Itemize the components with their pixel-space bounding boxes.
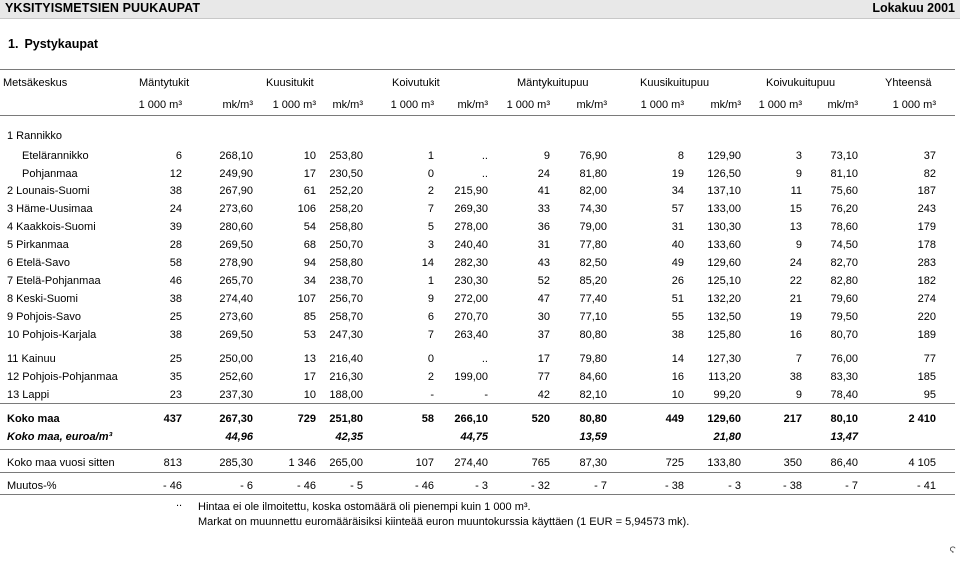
- table-cell: 77,40: [579, 293, 607, 305]
- table-cell: 11: [790, 185, 802, 197]
- table-cell: 13: [303, 353, 316, 365]
- table-cell: 2: [427, 185, 434, 197]
- table-cell: 258,80: [329, 257, 363, 269]
- table-cell: 35: [169, 371, 182, 383]
- table-cell: 283: [917, 257, 936, 269]
- table-cell: 68: [303, 239, 316, 251]
- table-cell: 82,00: [579, 185, 607, 197]
- table-cell: 25: [169, 353, 182, 365]
- table-cell: 251,80: [329, 413, 363, 425]
- table-cell: 46: [169, 275, 182, 287]
- table-cell: 178: [917, 239, 936, 251]
- table-cell: 247,30: [329, 329, 363, 341]
- table-cell: 230,50: [329, 168, 363, 180]
- unit-header: 1 000 m³: [506, 99, 550, 111]
- table-cell: 75,60: [830, 185, 858, 197]
- table-cell: 274,40: [454, 457, 488, 469]
- section-title: [8, 37, 98, 51]
- table-cell: 126,50: [707, 168, 741, 180]
- table-cell: 9: [795, 168, 802, 180]
- table-cell: 26: [671, 275, 684, 287]
- table-cell: 133,00: [707, 203, 741, 215]
- row-label: Koko maa: [7, 413, 60, 425]
- table-cell: 74,30: [579, 203, 607, 215]
- table-cell: 33: [537, 203, 550, 215]
- unit-header: 1 000 m³: [390, 99, 434, 111]
- table-cell: 24: [169, 203, 182, 215]
- table-cell: 37: [923, 150, 936, 162]
- report-date: Lokakuu 2001: [872, 1, 955, 15]
- table-cell: 107: [415, 457, 434, 469]
- table-cell: 729: [297, 413, 316, 425]
- table-cell: 9: [427, 293, 434, 305]
- footnote-line-2: Markat on muunnettu euromääräisiksi kiinteää euron muuntokurssia käyttäen (1 EUR = 5,94573 mk).: [198, 516, 690, 528]
- table-cell: 40: [671, 239, 684, 251]
- table-cell: 216,40: [329, 353, 363, 365]
- section-name: Pystykaupat: [24, 37, 99, 51]
- table-cell: 240,40: [454, 239, 488, 251]
- table-cell: 4 105: [908, 457, 936, 469]
- table-cell: 13,59: [579, 431, 607, 443]
- table-cell: 273,60: [219, 203, 253, 215]
- table-cell: 520: [531, 413, 550, 425]
- table-cell: 76,20: [830, 203, 858, 215]
- table-cell: 267,30: [219, 413, 253, 425]
- table-cell: 21,80: [713, 431, 741, 443]
- footnote-mark: ..: [176, 497, 183, 509]
- table-cell: 179: [917, 221, 936, 233]
- table-cell: 813: [163, 457, 182, 469]
- table-cell: 73,10: [830, 150, 858, 162]
- table-cell: 6: [427, 311, 434, 323]
- table-cell: 9: [795, 239, 802, 251]
- unit-header: 1 000 m³: [272, 99, 316, 111]
- table-cell: 80,70: [830, 329, 858, 341]
- table-cell: 87,30: [579, 457, 607, 469]
- table-cell: - 32: [531, 480, 550, 492]
- table-cell: ..: [481, 168, 488, 180]
- table-cell: 265,70: [219, 275, 253, 287]
- total-top-rule: [0, 403, 955, 404]
- table-cell: 80,10: [830, 413, 858, 425]
- table-cell: 449: [665, 413, 684, 425]
- table-cell: 79,50: [830, 311, 858, 323]
- table-cell: 58: [421, 413, 434, 425]
- table-cell: 282,30: [454, 257, 488, 269]
- table-cell: 79,80: [579, 353, 607, 365]
- table-cell: 215,90: [454, 185, 488, 197]
- table-cell: 263,40: [454, 329, 488, 341]
- table-cell: 199,00: [454, 371, 488, 383]
- table-cell: 23: [169, 389, 182, 401]
- table-cell: - 7: [845, 480, 858, 492]
- table-cell: 77,10: [579, 311, 607, 323]
- table-cell: 38: [671, 329, 684, 341]
- table-cell: - 7: [594, 480, 607, 492]
- table-cell: 3: [427, 239, 434, 251]
- table-cell: 85: [303, 311, 316, 323]
- report-header: [0, 0, 960, 19]
- row-label: Koko maa, euroa/m³: [7, 431, 113, 443]
- row-label: 13 Lappi: [7, 389, 50, 401]
- header-bottom-rule: [0, 115, 955, 116]
- table-cell: 81,80: [579, 168, 607, 180]
- table-cell: 25: [169, 311, 182, 323]
- table-cell: 9: [795, 389, 802, 401]
- table-cell: - 41: [917, 480, 936, 492]
- table-cell: 350: [783, 457, 802, 469]
- table-cell: 268,10: [219, 150, 253, 162]
- unit-header: mk/m³: [827, 99, 858, 111]
- table-cell: 188,00: [329, 389, 363, 401]
- table-cell: 19: [671, 168, 684, 180]
- table-cell: 274: [917, 293, 936, 305]
- unit-header: 1 000 m³: [138, 99, 182, 111]
- table-cell: 51: [671, 293, 684, 305]
- section-number: 1.: [8, 37, 19, 51]
- table-cell: 437: [163, 413, 182, 425]
- table-cell: 269,50: [219, 329, 253, 341]
- table-cell: 238,70: [329, 275, 363, 287]
- table-cell: 10: [303, 389, 316, 401]
- table-cell: 82,10: [579, 389, 607, 401]
- table-cell: 216,30: [329, 371, 363, 383]
- table-cell: 243: [917, 203, 936, 215]
- table-cell: 9: [543, 150, 550, 162]
- table-cell: 53: [303, 329, 316, 341]
- table-cell: - 46: [415, 480, 434, 492]
- table-cell: 1: [427, 150, 434, 162]
- table-cell: 8: [677, 150, 684, 162]
- table-cell: 267,90: [219, 185, 253, 197]
- table-cell: 13: [789, 221, 802, 233]
- table-cell: 189: [917, 329, 936, 341]
- table-cell: - 38: [783, 480, 802, 492]
- table-cell: 1: [427, 275, 434, 287]
- table-cell: 78,40: [830, 389, 858, 401]
- table-cell: 17: [303, 371, 316, 383]
- table-bottom-rule: [0, 494, 955, 495]
- table-cell: - 38: [665, 480, 684, 492]
- table-cell: 107: [297, 293, 316, 305]
- column-group-header: Koivutukit: [392, 77, 440, 89]
- table-cell: 274,40: [219, 293, 253, 305]
- table-cell: 57: [671, 203, 684, 215]
- table-cell: 278,90: [219, 257, 253, 269]
- table-cell: 280,60: [219, 221, 253, 233]
- table-cell: 1 346: [288, 457, 316, 469]
- table-cell: 129,60: [707, 413, 741, 425]
- table-cell: 24: [789, 257, 802, 269]
- table-cell: 58: [169, 257, 182, 269]
- table-cell: 78,60: [830, 221, 858, 233]
- table-cell: -: [484, 389, 488, 401]
- table-cell: 82,80: [830, 275, 858, 287]
- column-group-header: Kuusitukit: [266, 77, 314, 89]
- table-cell: 37: [537, 329, 550, 341]
- table-cell: 17: [537, 353, 550, 365]
- table-cell: ..: [481, 150, 488, 162]
- table-cell: 265,00: [329, 457, 363, 469]
- unit-header: mk/m³: [576, 99, 607, 111]
- table-cell: 21: [789, 293, 802, 305]
- table-cell: 137,10: [707, 185, 741, 197]
- table-cell: 10: [671, 389, 684, 401]
- column-header-region: Metsäkeskus: [3, 77, 68, 89]
- row-label: 1 Rannikko: [7, 130, 63, 142]
- table-cell: 0: [427, 353, 434, 365]
- unit-header: mk/m³: [332, 99, 363, 111]
- table-cell: 77,80: [579, 239, 607, 251]
- table-cell: 38: [169, 329, 182, 341]
- table-cell: 7: [795, 353, 802, 365]
- unit-header: 1 000 m³: [892, 99, 936, 111]
- unit-header: 1 000 m³: [640, 99, 684, 111]
- table-cell: 43: [537, 257, 550, 269]
- table-cell: 0: [427, 168, 434, 180]
- table-cell: 17: [303, 168, 316, 180]
- table-cell: 3: [795, 150, 802, 162]
- total-bottom-rule: [0, 449, 955, 450]
- table-cell: 273,60: [219, 311, 253, 323]
- table-cell: - 5: [350, 480, 363, 492]
- table-cell: - 46: [163, 480, 182, 492]
- table-cell: 125,10: [707, 275, 741, 287]
- table-cell: 36: [537, 221, 550, 233]
- unit-header: mk/m³: [222, 99, 253, 111]
- table-cell: 252,20: [329, 185, 363, 197]
- column-group-header: Kuusikuitupuu: [640, 77, 710, 89]
- table-cell: 5: [427, 221, 434, 233]
- table-cell: 42,35: [335, 431, 363, 443]
- table-cell: 237,30: [219, 389, 253, 401]
- row-label: 4 Kaakkois-Suomi: [7, 221, 96, 233]
- table-cell: 38: [169, 293, 182, 305]
- row-label: Koko maa vuosi sitten: [7, 457, 115, 469]
- footnote-line-1: Hintaa ei ole ilmoitettu, koska ostomäärä oli pienempi kuin 1 000 m³.: [198, 501, 531, 513]
- unit-header: mk/m³: [710, 99, 741, 111]
- table-cell: 80,80: [579, 329, 607, 341]
- table-cell: 42: [537, 389, 550, 401]
- table-cell: - 3: [475, 480, 488, 492]
- row-label: 5 Pirkanmaa: [7, 239, 69, 251]
- table-cell: 24: [537, 168, 550, 180]
- table-cell: 49: [671, 257, 684, 269]
- table-cell: 253,80: [329, 150, 363, 162]
- table-cell: 84,60: [579, 371, 607, 383]
- table-cell: 2: [427, 371, 434, 383]
- report-title: YKSITYISMETSIEN PUUKAUPAT: [5, 1, 201, 15]
- table-cell: 30: [537, 311, 550, 323]
- table-cell: 725: [665, 457, 684, 469]
- table-cell: 38: [789, 371, 802, 383]
- table-cell: 269,30: [454, 203, 488, 215]
- table-cell: 217: [783, 413, 802, 425]
- table-cell: 127,30: [707, 353, 741, 365]
- table-cell: 99,20: [713, 389, 741, 401]
- table-cell: 2 410: [908, 413, 936, 425]
- table-cell: 12: [169, 168, 182, 180]
- table-cell: 61: [303, 185, 316, 197]
- row-label: 10 Pohjois-Karjala: [7, 329, 97, 341]
- table-cell: 19: [789, 311, 802, 323]
- table-cell: 16: [789, 329, 802, 341]
- table-cell: 129,90: [707, 150, 741, 162]
- table-cell: 125,80: [707, 329, 741, 341]
- table-cell: 74,50: [830, 239, 858, 251]
- row-label: 2 Lounais-Suomi: [7, 185, 90, 197]
- unit-header: 1 000 m³: [758, 99, 802, 111]
- table-cell: 22: [789, 275, 802, 287]
- table-cell: 10: [303, 150, 316, 162]
- table-cell: 82,70: [830, 257, 858, 269]
- page-mark: Ϛ: [949, 545, 956, 555]
- table-cell: 106: [297, 203, 316, 215]
- table-cell: 187: [917, 185, 936, 197]
- table-cell: 80,80: [579, 413, 607, 425]
- table-cell: 86,40: [830, 457, 858, 469]
- table-cell: 85,20: [579, 275, 607, 287]
- row-label: 6 Etelä-Savo: [7, 257, 70, 269]
- row-label: 12 Pohjois-Pohjanmaa: [7, 371, 118, 383]
- table-cell: 258,70: [329, 311, 363, 323]
- table-cell: 113,20: [708, 371, 741, 383]
- table-cell: 220: [917, 311, 936, 323]
- column-group-header: Koivukuitupuu: [766, 77, 836, 89]
- column-group-header: Mäntytukit: [139, 77, 190, 89]
- table-cell: 28: [169, 239, 182, 251]
- table-cell: 250,00: [219, 353, 253, 365]
- row-label: Muutos-%: [7, 480, 57, 492]
- table-cell: 249,90: [219, 168, 253, 180]
- table-cell: 47: [537, 293, 550, 305]
- table-cell: 130,30: [707, 221, 741, 233]
- table-cell: 14: [421, 257, 434, 269]
- table-cell: 13,47: [830, 431, 858, 443]
- table-cell: 81,10: [830, 168, 858, 180]
- table-cell: 230,30: [454, 275, 488, 287]
- table-cell: 79,00: [579, 221, 607, 233]
- change-top-rule: [0, 472, 955, 473]
- table-cell: 270,70: [454, 311, 488, 323]
- table-cell: 258,20: [329, 203, 363, 215]
- table-cell: 76,90: [579, 150, 607, 162]
- table-cell: 132,50: [707, 311, 741, 323]
- table-cell: 14: [671, 353, 684, 365]
- table-cell: 258,80: [329, 221, 363, 233]
- row-label: 8 Keski-Suomi: [7, 293, 78, 305]
- table-cell: 54: [303, 221, 316, 233]
- row-label: 9 Pohjois-Savo: [7, 311, 81, 323]
- table-cell: -: [430, 389, 434, 401]
- table-cell: 31: [537, 239, 550, 251]
- table-cell: 7: [427, 329, 434, 341]
- row-label: 11 Kainuu: [7, 353, 56, 365]
- row-label: Etelärannikko: [22, 150, 89, 162]
- table-cell: 185: [917, 371, 936, 383]
- table-cell: 266,10: [454, 413, 488, 425]
- table-cell: 7: [427, 203, 434, 215]
- column-group-header: Yhteensä: [885, 77, 932, 89]
- table-top-rule: [0, 69, 955, 70]
- table-cell: 6: [175, 150, 182, 162]
- table-cell: 52: [537, 275, 550, 287]
- table-cell: 39: [169, 221, 182, 233]
- table-cell: 44,96: [225, 431, 253, 443]
- table-cell: ..: [481, 353, 488, 365]
- table-cell: 285,30: [219, 457, 253, 469]
- table-cell: 256,70: [329, 293, 363, 305]
- table-cell: 16: [671, 371, 684, 383]
- table-cell: - 46: [297, 480, 316, 492]
- row-label: Pohjanmaa: [22, 168, 78, 180]
- table-cell: 269,50: [219, 239, 253, 251]
- table-cell: 15: [789, 203, 802, 215]
- table-cell: 129,60: [707, 257, 741, 269]
- row-label: 7 Etelä-Pohjanmaa: [7, 275, 101, 287]
- table-cell: 82,50: [579, 257, 607, 269]
- table-cell: 77: [923, 353, 936, 365]
- table-cell: 44,75: [460, 431, 488, 443]
- table-cell: 38: [169, 185, 182, 197]
- table-cell: 83,30: [830, 371, 858, 383]
- row-label: 3 Häme-Uusimaa: [7, 203, 93, 215]
- table-cell: 133,60: [707, 239, 741, 251]
- table-cell: 272,00: [454, 293, 488, 305]
- table-cell: - 3: [728, 480, 741, 492]
- table-cell: 132,20: [707, 293, 741, 305]
- table-cell: 765: [531, 457, 550, 469]
- table-cell: 182: [917, 275, 936, 287]
- table-cell: 250,70: [329, 239, 363, 251]
- table-cell: 41: [537, 185, 550, 197]
- table-cell: 252,60: [219, 371, 253, 383]
- table-cell: 31: [671, 221, 684, 233]
- table-cell: 95: [923, 389, 936, 401]
- table-cell: 76,00: [830, 353, 858, 365]
- table-cell: 55: [671, 311, 684, 323]
- table-cell: 34: [671, 185, 684, 197]
- table-cell: 77: [537, 371, 550, 383]
- table-cell: 278,00: [454, 221, 488, 233]
- table-cell: 94: [303, 257, 316, 269]
- table-cell: 133,80: [707, 457, 741, 469]
- column-group-header: Mäntykuitupuu: [517, 77, 589, 89]
- table-cell: 79,60: [830, 293, 858, 305]
- table-cell: 34: [303, 275, 316, 287]
- unit-header: mk/m³: [457, 99, 488, 111]
- table-cell: - 6: [240, 480, 253, 492]
- table-cell: 82: [923, 168, 936, 180]
